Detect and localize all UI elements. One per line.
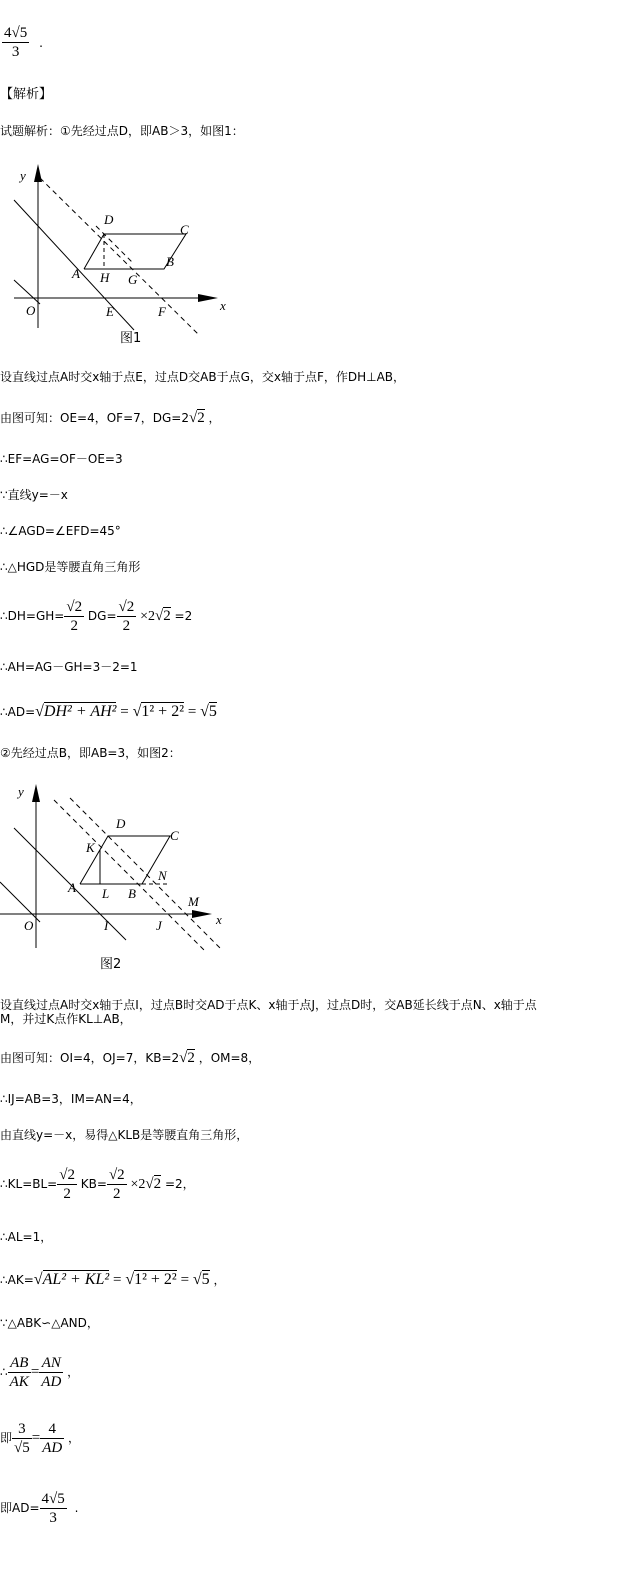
- case2-line9-prefix: ∴: [0, 1365, 8, 1379]
- case2-line11-suffix: .: [74, 1501, 79, 1515]
- case1-line9-result: 5: [208, 703, 217, 720]
- case2-line10-f2-den: AD: [42, 1440, 63, 1456]
- case1-line2-suffix: ，: [208, 411, 221, 425]
- case1-line7-suffix: =2: [174, 609, 193, 623]
- case2-line5-mid: KB=: [80, 1177, 107, 1191]
- figure-2: [0, 778, 240, 978]
- fig1-caption: 图1: [120, 331, 142, 346]
- fig1-label-y: y: [20, 168, 26, 183]
- case1-line5: ∴∠AGD=∠EFD=45°: [0, 524, 121, 538]
- case2-line9-f2-den: AD: [41, 1374, 62, 1390]
- case1-line7-radicand: 2: [163, 608, 171, 624]
- case2-line1a: 设直线过点A时交x轴于点I，过点B时交AD于点K、x轴于点J，过点D时，交AB延长线于点N、x轴于点: [0, 998, 537, 1012]
- case1-line9-expr1: DH² + AH²: [43, 703, 117, 720]
- case1-frac-num: √2: [66, 599, 83, 615]
- fig1-label-x: x: [220, 298, 226, 313]
- case1-line9-eq: =: [120, 704, 129, 720]
- case2-frac-num: √2: [59, 1167, 75, 1183]
- case1-line7: ∴DH=GH= $\frac{√2}{2}$ DG= $\frac{√2}{2}$ ×2√2 =2: [0, 599, 193, 634]
- case2-line7-prefix: ∴AK=: [0, 1273, 34, 1287]
- case2-line10-f1-num: 3: [18, 1421, 26, 1437]
- case1-line4: ∵直线y=－x: [0, 488, 68, 502]
- case2-line7-result: 5: [201, 1271, 210, 1288]
- case1-line6: ∴△HGD是等腰直角三角形: [0, 560, 141, 574]
- case1-frac2-num: √2: [118, 599, 135, 615]
- case2-line10-f1-den: √5: [14, 1440, 30, 1456]
- case1-line2-prefix: 由图可知：OE=4，OF=7，DG=2: [0, 411, 189, 425]
- top-answer-period: .: [39, 35, 43, 50]
- fig2-label-C: C: [170, 828, 179, 843]
- case2-line5-prefix: ∴KL=BL=: [0, 1177, 58, 1191]
- case1-line9-prefix: ∴AD=: [0, 705, 36, 719]
- case2-line10-eq: =: [31, 1430, 41, 1446]
- case2-line11: [0, 1486, 78, 1530]
- fig1-label-D: D: [104, 212, 114, 227]
- case2-line1b: M，并过K点作KL⊥AB，: [0, 1012, 132, 1026]
- case2-line5-radicand: 2: [153, 1176, 162, 1192]
- case1-line1: 设直线过点A时交x轴于点E，过点D交AB于点G，交x轴于点F，作DH⊥AB，: [0, 370, 406, 384]
- case2-line9-suffix: ，: [67, 1365, 80, 1379]
- case2-line9: [0, 1350, 79, 1394]
- fig1-label-A: A: [72, 266, 80, 281]
- case1-frac2-den: 2: [117, 616, 137, 635]
- case2-line11-den: 3: [40, 1508, 67, 1527]
- fig2-label-J: J: [156, 918, 162, 933]
- fig2-label-M: M: [188, 894, 199, 909]
- case1-line2: 由图可知：OE=4，OF=7，DG=2√2 ，: [0, 410, 221, 426]
- case1-line3: ∴EF=AG=OF－OE=3: [0, 452, 123, 466]
- case2-line10-f2-num: 4: [48, 1421, 56, 1437]
- figure-1: [0, 158, 240, 348]
- fig2-label-A: A: [68, 880, 76, 895]
- fig1-label-O: O: [26, 303, 36, 318]
- fig2-caption: 图2: [100, 957, 122, 972]
- fig2-label-x: x: [216, 912, 222, 927]
- case1-line9-eq2: =: [187, 704, 197, 720]
- case1-line2-radicand: 2: [197, 410, 205, 426]
- fig2-label-N: N: [158, 868, 167, 883]
- fig1-label-F: F: [158, 304, 166, 319]
- case1-line7-prefix: ∴DH=GH=: [0, 609, 65, 623]
- case2-line7-eq2: =: [180, 1272, 190, 1288]
- case1-line7-times: ×2: [140, 609, 155, 624]
- case2-line7: ∴AK=√AL² + KL² = √1² + 2² = √5 ，: [0, 1271, 226, 1288]
- case2-frac2-den: 2: [107, 1184, 127, 1203]
- case1-line7-mid: DG=: [87, 609, 117, 623]
- case2-line8: ∵△ABK∽△AND，: [0, 1316, 99, 1330]
- case2-line9-f2-num: AN: [41, 1355, 61, 1371]
- case1-frac-den: 2: [64, 616, 84, 635]
- fig1-label-E: E: [106, 304, 114, 319]
- case2-line11-num: 4√5: [41, 1491, 65, 1507]
- top-answer-numerator: 4√5: [4, 25, 28, 41]
- case2-frac2-num: √2: [108, 1167, 125, 1183]
- case2-line5-times: ×2: [130, 1177, 146, 1192]
- case2-line9-eq: =: [30, 1364, 40, 1380]
- fig2-label-I: I: [104, 918, 109, 933]
- fig2-label-O: O: [24, 918, 34, 933]
- top-answer-denominator: 3: [2, 42, 29, 61]
- case2-intro: ②先经过点B，即AB=3，如图2：: [0, 746, 181, 760]
- case2-line5-suffix: =2，: [164, 1177, 195, 1191]
- fig2-label-B: B: [128, 886, 136, 901]
- case2-line6: ∴AL=1，: [0, 1230, 53, 1244]
- intro-text: 试题解析：①先经过点D，即AB＞3，如图1：: [0, 124, 244, 138]
- case2-line10: [0, 1416, 80, 1460]
- case2-line5: ∴KL=BL= $\frac{√2}{2}$ KB= $\frac{√2}{2}$ ×2√2 =2，: [0, 1167, 195, 1202]
- case2-line7-expr2: 1² + 2²: [134, 1271, 177, 1288]
- case2-frac-den: 2: [57, 1184, 77, 1203]
- case2-line7-suffix: ，: [213, 1273, 226, 1287]
- fig1-label-H: H: [100, 270, 110, 285]
- case2-line2-radicand: 2: [187, 1050, 195, 1066]
- fig1-label-G: G: [128, 272, 138, 287]
- case2-line2-suffix: ，OM=8，: [198, 1051, 261, 1065]
- top-answer: [2, 24, 43, 61]
- case2-line4: 由直线y=－x，易得△KLB是等腰直角三角形，: [0, 1128, 249, 1142]
- case2-line7-eq: =: [113, 1272, 122, 1288]
- fig2-label-y: y: [18, 784, 24, 799]
- case1-line9: ∴AD=√DH² + AH² = √1² + 2² = √5: [0, 703, 217, 720]
- fig2-label-D: D: [116, 816, 126, 831]
- fig1-label-C: C: [180, 222, 189, 237]
- case2-line7-expr1: AL² + KL²: [42, 1271, 110, 1288]
- case2-line10-prefix: 即: [0, 1431, 13, 1445]
- fig2-label-K: K: [86, 840, 95, 855]
- case2-line2: 由图可知：OI=4，OJ=7，KB=2√2 ，OM=8，: [0, 1050, 261, 1066]
- case2-line2-prefix: 由图可知：OI=4，OJ=7，KB=2: [0, 1051, 180, 1065]
- section-title: 【解析】: [0, 87, 53, 102]
- case2-line9-f1-num: AB: [10, 1355, 29, 1371]
- fig1-label-B: B: [166, 254, 174, 269]
- case2-line3: ∴IJ=AB=3，IM=AN=4，: [0, 1092, 142, 1106]
- fig2-label-L: L: [102, 886, 110, 901]
- case2-line10-suffix: ，: [68, 1431, 81, 1445]
- case2-line11-prefix: 即AD=: [0, 1501, 40, 1515]
- case1-line8: ∴AH=AG－GH=3－2=1: [0, 660, 138, 674]
- case1-line9-expr2: 1² + 2²: [141, 703, 184, 720]
- case2-line9-f1-den: AK: [9, 1374, 29, 1390]
